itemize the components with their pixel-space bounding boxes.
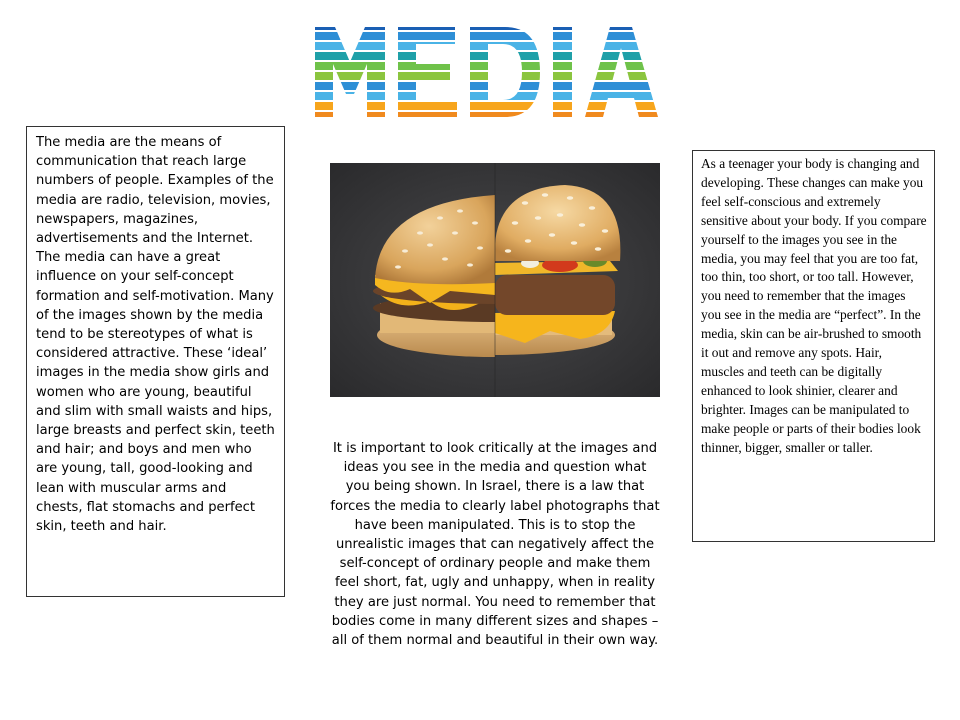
center-text-block <box>330 439 660 650</box>
burger-comparison-photo <box>330 163 660 397</box>
center-paragraph: It is important to look critically at the images and ideas you see in the media and question what you being shown. In Israel, there is a law that forces the media to clearly label photographs that have been manipulated. This is to stop the unrealistic images that can negatively affect the self-concept of ordinary people and make them feel short, fat, ugly and unhappy, when in reality they are just normal. You need to remember that bodies come in many different sizes and shapes – all of them normal and beautiful in their own way. <box>330 441 660 649</box>
left-box-text: The media are the means of communication that reach large numbers of people. Examples of the media are radio, television, movies, newspapers, magazines, advertisements and the Internet. The media can have a great influence on your self-concept formation and self-motivation. Many of the images shown by the media tend to be stereotypes of what is considered attractive. These ‘ideal’ images in the media show girls and women who are young, beautiful and slim with small waists and hips, large breasts and perfect skin, teeth and hair; and boys and men who are young, tall, good-looking and lean with muscular arms and chests, flat stomachs and perfect skin, teeth and hair. <box>36 135 275 535</box>
page-title <box>310 22 690 122</box>
svg-text:MEDIA: MEDIA <box>310 22 314 23</box>
right-box-text: As a teenager your body is changing and developing. These changes can make you feel self-conscious and extremely sensitive about your body. If you compare yourself to the images you see in the media, you may feel that you are too fat, too thin, too short, or too tall. However, you need to remember that the images you see in the media are “perfect”. In the media, skin can be air-brushed to smooth it out and remove any spots. Hair, muscles and teeth can be digitally enhanced to look shinier, clearer and brighter. Images can be manipulated to make people or parts of their bodies look thinner, bigger, smaller or taller. <box>701 156 927 455</box>
right-text-box <box>692 150 935 542</box>
burger-image <box>330 163 660 397</box>
media-title-logo <box>310 22 690 122</box>
left-text-box <box>26 126 285 597</box>
